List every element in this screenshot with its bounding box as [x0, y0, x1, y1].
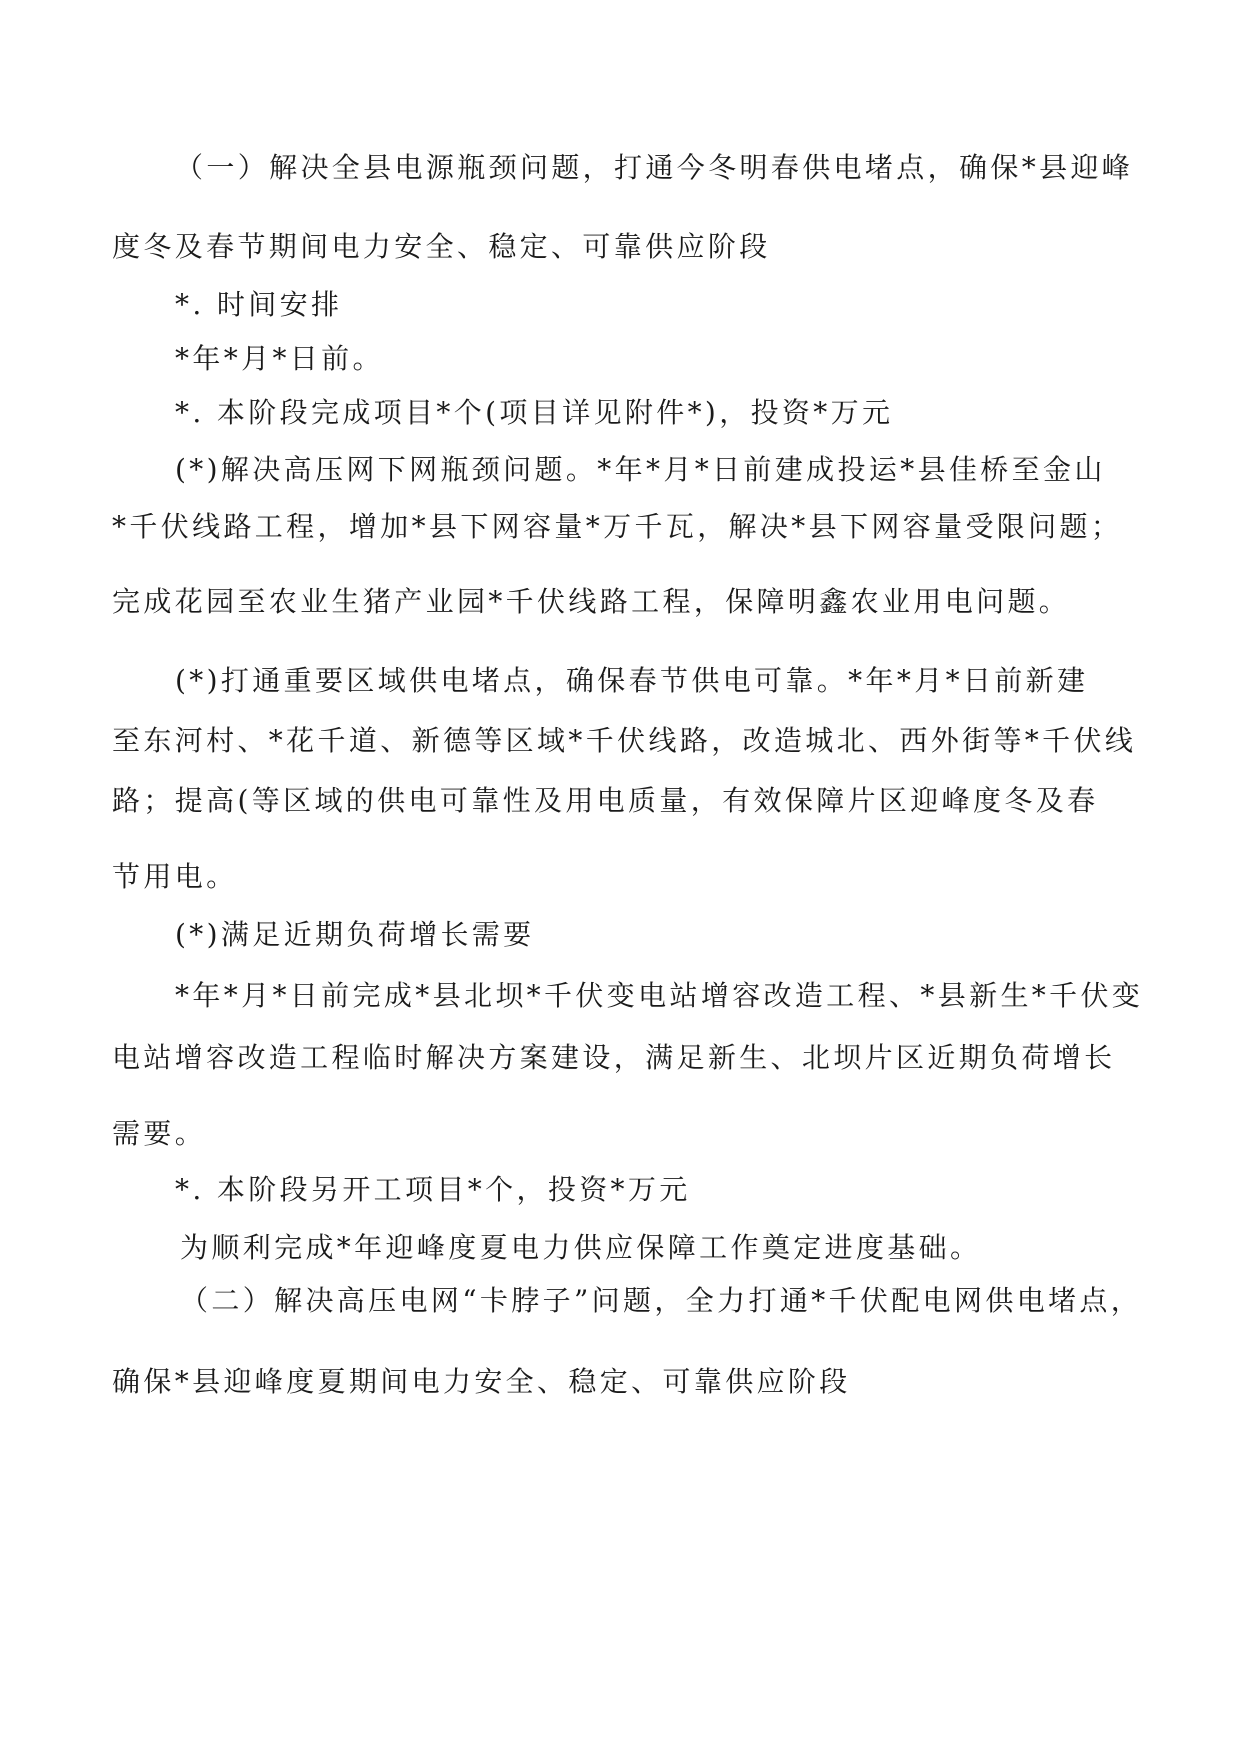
paragraph-2-line-4: 节用电。 — [112, 860, 238, 893]
heading-2-line-2: 确保*县迎峰度夏期间电力安全、稳定、可靠供应阶段 — [112, 1365, 851, 1398]
paragraph-3-line-1: *年*月*日前完成*县北坝*千伏变电站增容改造工程、*县新生*千伏变 — [175, 979, 1144, 1012]
subheading-new-projects: *. 本阶段另开工项目*个，投资*万元 — [175, 1173, 691, 1206]
paragraph-2-line-1: (*)打通重要区域供电堵点，确保春节供电可靠。*年*月*日前新建 — [175, 664, 1089, 697]
heading-1-line-1: （一）解决全县电源瓶颈问题，打通今冬明春供电堵点，确保*县迎峰 — [175, 151, 1134, 184]
heading-1-line-2: 度冬及春节期间电力安全、稳定、可靠供应阶段 — [112, 230, 771, 263]
paragraph-1-line-2: *千伏线路工程，增加*县下网容量*万千瓦，解决*县下网容量受限问题； — [112, 510, 1123, 543]
paragraph-3-line-2: 电站增容改造工程临时解决方案建设，满足新生、北坝片区近期负荷增长 — [112, 1041, 1116, 1074]
subheading-time: *. 时间安排 — [175, 288, 343, 321]
subheading-load: (*)满足近期负荷增长需要 — [175, 918, 535, 951]
paragraph-2-line-3: 路；提高(等区域的供电可靠性及用电质量，有效保障片区迎峰度冬及春 — [112, 784, 1099, 817]
subheading-projects: *. 本阶段完成项目*个(项目详见附件*)，投资*万元 — [175, 396, 894, 429]
paragraph-date: *年*月*日前。 — [175, 342, 384, 375]
paragraph-1-line-3: 完成花园至农业生猪产业园*千伏线路工程，保障明鑫农业用电问题。 — [112, 585, 1071, 618]
paragraph-3-line-3: 需要。 — [112, 1117, 207, 1150]
paragraph-2-line-2: 至东河村、*花千道、新德等区域*千伏线路，改造城北、西外街等*千伏线 — [112, 724, 1137, 757]
paragraph-4: 为顺利完成*年迎峰度夏电力供应保障工作奠定进度基础。 — [180, 1231, 982, 1264]
heading-2-line-1: （二）解决高压电网“卡脖子”问题，全力打通*千伏配电网供电堵点， — [180, 1284, 1143, 1317]
paragraph-1-line-1: (*)解决高压网下网瓶颈问题。*年*月*日前建成投运*县佳桥至金山 — [175, 453, 1106, 486]
